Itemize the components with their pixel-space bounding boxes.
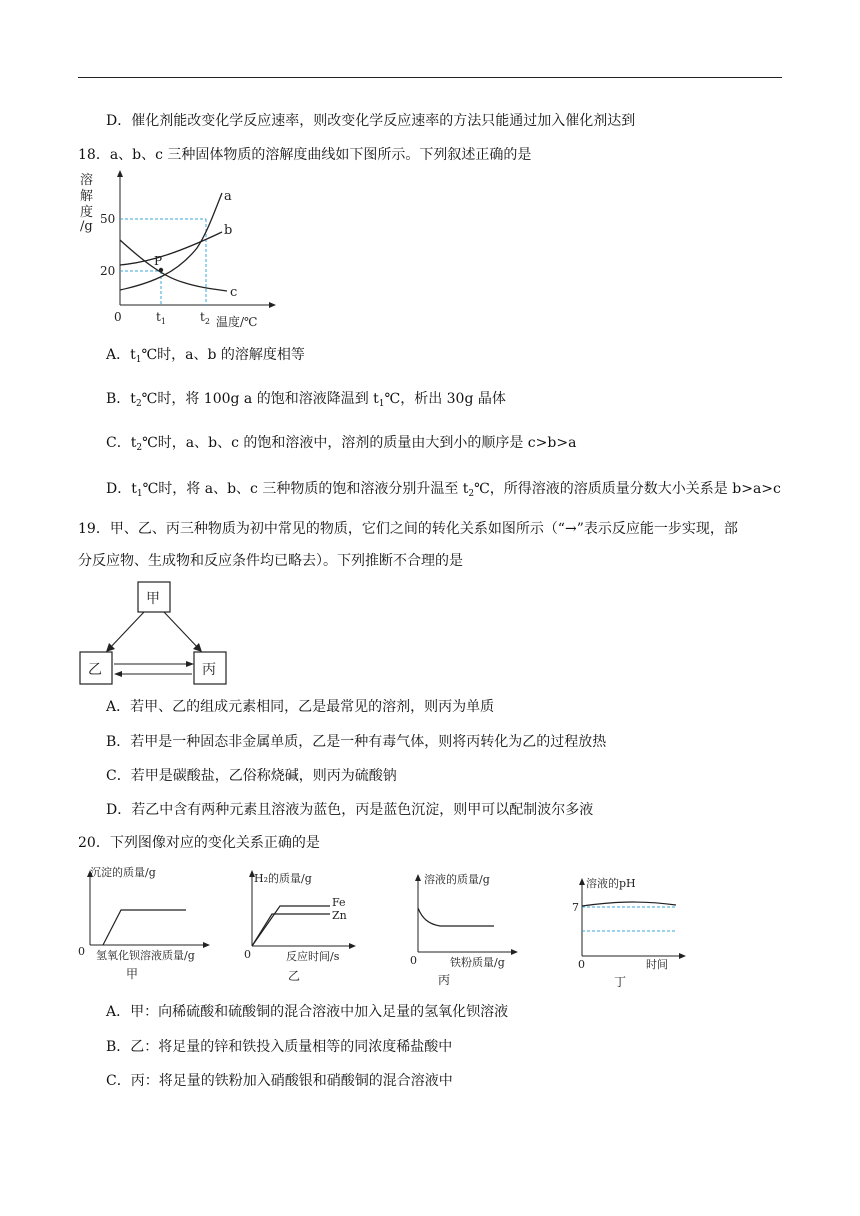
q18-option-d: D．$t_1℃$时，将 a、b、c 三种物质的饱和溶液分别升温至 $t_2℃$，所得溶液的溶质质量分数大小关系是 b>a>c — [106, 481, 781, 499]
q18-label-c: c — [230, 285, 238, 300]
q20-ding-origin: 0 — [578, 958, 585, 971]
q18-ytick-20: 20 — [100, 264, 116, 278]
q20-stem: 20．下列图像对应的变化关系正确的是 — [78, 835, 320, 851]
q18-ytick-50: 50 — [100, 212, 116, 226]
q19-option-a: A．若甲、乙的组成元素相同，乙是最常见的溶剂，则丙为单质 — [106, 699, 495, 715]
q20-yi-fe-line — [252, 906, 330, 946]
q18-ylabel-3: 度 — [80, 205, 94, 220]
q18-origin: 0 — [114, 310, 122, 324]
q18-option-b: B．$t_2℃$时，将 100g a 的饱和溶液降温到 $t_1℃$，析出 30g 晶体 — [106, 391, 506, 409]
q20-jia-name: 甲 — [126, 967, 139, 981]
q20-yi-name: 乙 — [288, 969, 301, 983]
q20-yi-ylabel: H₂的质量/g — [254, 872, 312, 885]
q20-yi-fe-label: Fe — [332, 896, 346, 909]
prev-option-d: D．催化剂能改变化学反应速率，则改变化学反应速率的方法只能通过加入催化剂达到 — [106, 113, 636, 129]
q18-ylabel-4: /g — [80, 219, 93, 234]
q19-box-right: 丙 — [202, 662, 216, 678]
q20-graph-bing — [408, 866, 528, 988]
q18-stem: 18．a、b、c 三种固体物质的溶解度曲线如下图所示。下列叙述正确的是 — [78, 147, 532, 163]
q20-yi-zn-label: Zn — [332, 909, 347, 922]
q18-solubility-chart — [72, 168, 282, 332]
q18-curve-b — [120, 232, 222, 265]
q20-graph-jia — [76, 860, 216, 988]
q20-yi-xlabel: 反应时间/s — [286, 950, 340, 963]
q20-bing-xlabel: 铁粉质量/g — [450, 956, 505, 969]
q19-option-c: C．若甲是碳酸盐，乙俗称烧碱，则丙为硫酸钠 — [106, 768, 397, 784]
q18-option-c: C．$t_2℃$时，a、b、c 的饱和溶液中，溶剂的质量由大到小的顺序是 c>b>a — [106, 435, 577, 453]
q19-transformation-diagram — [78, 580, 228, 690]
q19-stem-line2: 分反应物、生成物和反应条件均已略去）。下列推断不合理的是 — [78, 553, 463, 569]
q20-ding-name: 丁 — [614, 975, 627, 989]
q18-label-a: a — [224, 189, 232, 204]
q19-option-b: B．若甲是一种固态非金属单质，乙是一种有毒气体，则将丙转化为乙的过程放热 — [106, 734, 607, 750]
q20-graph-ding — [570, 870, 690, 990]
q20-jia-origin: 0 — [78, 945, 85, 958]
q20-ding-ylabel: 溶液的pH — [586, 877, 636, 890]
q18-option-a: A．$t_1℃$时，a、b 的溶解度相等 — [106, 347, 305, 365]
q20-jia-line — [103, 910, 186, 945]
q20-yi-origin: 0 — [244, 948, 251, 961]
q18-curve-c — [120, 240, 227, 291]
header-rule — [78, 77, 782, 78]
q20-bing-curve — [418, 908, 494, 926]
q18-ylabel-2: 解 — [80, 189, 94, 204]
q20-option-b: B．乙：将足量的锌和铁投入质量相等的同浓度稀盐酸中 — [106, 1039, 453, 1055]
q19-option-d: D．若乙中含有两种元素且溶液为蓝色，丙是蓝色沉淀，则甲可以配制波尔多液 — [106, 802, 594, 818]
q20-ding-ytick: 7 — [572, 901, 579, 914]
q20-ding-curve — [582, 902, 676, 906]
q19-stem-line1: 19．甲、乙、丙三种物质为初中常见的物质，它们之间的转化关系如图所示（“→”表示反应能一步实现，部 — [78, 521, 738, 537]
q20-bing-ylabel: 溶液的质量/g — [424, 873, 490, 886]
q20-jia-xlabel: 氢氧化钡溶液质量/g — [96, 949, 195, 962]
q18-point-p: P — [154, 254, 163, 268]
q18-xtick-t1: $t_1$ — [156, 310, 166, 326]
q19-box-top: 甲 — [146, 591, 160, 607]
q18-curve-a — [120, 193, 222, 290]
q20-option-c: C．丙：将足量的铁粉加入硝酸银和硝酸铜的混合溶液中 — [106, 1073, 453, 1089]
q18-xlabel: 温度/℃ — [216, 315, 258, 329]
q18-label-b: b — [224, 223, 233, 238]
q20-jia-ylabel: 沉淀的质量/g — [90, 866, 156, 879]
q18-xtick-t2: $t_2$ — [200, 310, 210, 326]
q20-bing-name: 丙 — [438, 973, 451, 987]
q20-ding-xlabel: 时间 — [646, 958, 668, 971]
q20-bing-origin: 0 — [410, 954, 417, 967]
q18-ylabel-1: 溶 — [80, 173, 94, 188]
q20-option-a: A．甲：向稀硫酸和硫酸铜的混合溶液中加入足量的氢氧化钡溶液 — [106, 1004, 509, 1020]
q19-box-left: 乙 — [88, 662, 102, 678]
q20-graph-yi — [242, 862, 362, 988]
